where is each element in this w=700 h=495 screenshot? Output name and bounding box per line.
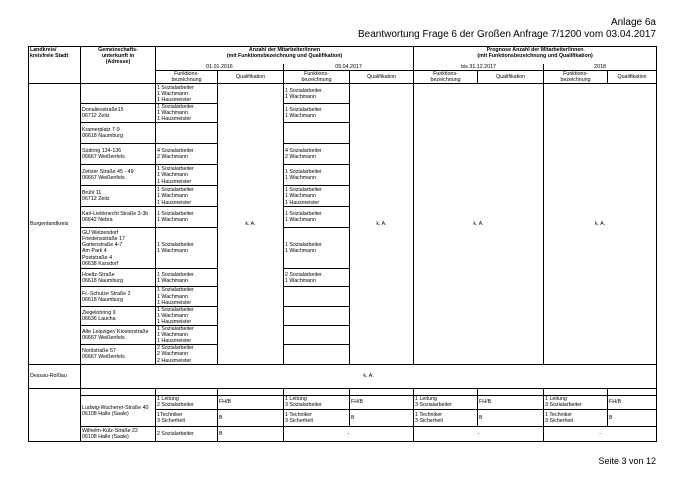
address-cell: Brühl 11 06712 Zeitz xyxy=(81,186,156,207)
qualification-cell: B xyxy=(218,426,284,441)
qualification-cell: FH/B xyxy=(608,395,657,409)
address-cell: Donaliesstraße15 06712 Zeitz xyxy=(81,104,156,123)
function-cell: 1 Sozialarbeiter 1 Wachmann xyxy=(284,228,350,269)
header-function: Funktions- bezeichnung xyxy=(544,71,608,84)
header-district: Landkreis/ kreisfreie Stadt xyxy=(29,47,81,84)
header-date-end-2017: bis 31.12.2017 xyxy=(414,64,544,71)
function-cell: 1 Sozialarbeiter 1 Wachmann 1 Hausmeister xyxy=(156,306,218,325)
header-qualification: Qualifikation xyxy=(608,71,657,84)
header-date-2018: 2018 xyxy=(544,64,657,71)
header-qualification: Qualifikation xyxy=(218,71,284,84)
annex-label: Anlage 6a xyxy=(610,17,656,28)
address-cell: Kramerplatz 7-9 06618 Naumburg xyxy=(81,123,156,144)
function-cell: 1 Sozialarbeiter 1 Wachmann xyxy=(156,228,218,269)
function-cell: 1 Techniker 3 Sicherheit xyxy=(414,409,478,426)
function-cell: 1Techniker 3 Sicherheit xyxy=(156,409,218,426)
header-staff-current: Anzahl der Mitarbeiter/innen (mit Funktionsbezeichnung und Qualifikation) xyxy=(156,47,414,64)
function-cell: 1 Sozialarbeiter 1 Wachmann xyxy=(284,207,350,228)
header-function: Funktions- bezeichnung xyxy=(414,71,478,84)
qualification-cell: FH/B xyxy=(350,395,414,409)
function-cell: 2 Sozialarbeiter 2 Wachmann 2 Hausmeister xyxy=(156,345,218,364)
function-cell: 1 Sozialarbeiter 1 Wachmann 1 Hausmeister xyxy=(284,186,350,207)
function-cell: 1 Leitung 3 Sozialarbeiter xyxy=(284,395,350,409)
address-cell: Ziegelohring 9 06636 Laucha xyxy=(81,306,156,325)
address-cell: GU Wetzendorf Friedensstraße 17 Gartenstraße 4-7 Am Park 4 Poststraße 4 06638 Karsdorf xyxy=(81,228,156,269)
staff-table xyxy=(28,46,657,442)
header-function: Funktions- bezeichnung xyxy=(156,71,218,84)
table-row xyxy=(29,395,657,409)
dash-cell: - xyxy=(284,426,414,441)
address-cell: Wilhelm-Külz-Straße 22 06108 Halle (Saale) xyxy=(81,426,156,441)
function-cell: 1 Techniker 3 Sicherheit xyxy=(284,409,350,426)
qualification-cell: FH/B xyxy=(218,395,284,409)
header-date-2017: 05.04.2017 xyxy=(284,64,414,71)
function-cell: 4 Sozialarbeiter 2 Wachmann xyxy=(284,144,350,165)
qualification-cell: FH/B xyxy=(478,395,544,409)
function-cell: 1 Sozialarbeiter 1 Wachmann 1 Hausmeister xyxy=(156,104,218,123)
qualification-cell: B xyxy=(608,409,657,426)
address-cell: Ludwig-Wucherer-Straße 40 06108 Halle (Saale) xyxy=(81,395,156,426)
qualification-ka: k. A. xyxy=(350,84,414,364)
function-cell: 1 Sozialarbeiter 1 Wachmann 1 Hausmeister xyxy=(156,165,218,186)
function-cell: 1 Sozialarbeiter 1 Wachmann xyxy=(156,207,218,228)
address-cell: Südring 134-136 06667 Weißenfels xyxy=(81,144,156,165)
function-cell: 1 Leitung 3 Sozialarbeiter xyxy=(544,395,608,409)
forecast-ka-2018: k. A. xyxy=(544,84,657,364)
function-cell: 1 Leitung 2 Sozialarbeiter xyxy=(156,395,218,409)
header-staff-forecast: Prognose Anzahl der Mitarbeiter/innen (mit Funktionsbezeichnung und Qualifikation) xyxy=(414,47,657,64)
address-cell: Zeitzer Straße 45 - 49 06667 Weißenfels xyxy=(81,165,156,186)
district-burgenland: Burgenlandkreis xyxy=(29,84,81,364)
function-cell: 2 Sozialarbeiter xyxy=(156,426,218,441)
function-cell: 1 Sozialarbeiter 1 Wachmann 1 Hausmeister xyxy=(156,186,218,207)
function-cell: 1 Sozialarbeiter 1 Wachmann 1 Hausmeister xyxy=(156,326,218,345)
dash-cell: - xyxy=(414,426,544,441)
forecast-ka-2017: k. A. xyxy=(414,84,544,364)
function-cell: 4 Sozialarbeiter 2 Wachmann xyxy=(156,144,218,165)
address-cell: Fr.-Schulze Straße 2 06618 Naumburg xyxy=(81,287,156,306)
function-cell: 1 Sozialarbeiter 1 Wachmann xyxy=(284,104,350,123)
header-accommodation: Gemeinschafts- unterkunft in (Adresse) xyxy=(81,47,156,84)
district-dessau: Dessau-Roßlau xyxy=(29,364,81,388)
address-cell: Hoeltz-Straße 06618 Naumburg xyxy=(81,269,156,287)
dessau-ka: k. A. xyxy=(81,364,657,388)
header-qualification: Qualifikation xyxy=(350,71,414,84)
table-row xyxy=(29,84,657,104)
table-row xyxy=(29,364,657,388)
page-number: Seite 3 von 12 xyxy=(598,456,656,466)
qualification-cell: B xyxy=(218,409,284,426)
header-qualification: Qualifikation xyxy=(478,71,544,84)
function-cell: 1 Leitung 3 Sozialarbeiter xyxy=(414,395,478,409)
function-cell: 1 Sozialarbeiter 1 Wachmann 1 Hausmeister xyxy=(156,287,218,306)
header-date-2016: 01.01.2016 xyxy=(156,64,284,71)
function-cell: 2 Sozialarbeiter 1 Wachmann xyxy=(284,269,350,287)
function-cell: 1 Techniker 3 Sicherheit xyxy=(544,409,608,426)
qualification-ka: k. A. xyxy=(218,84,284,364)
header-function: Funktions- bezeichnung xyxy=(284,71,350,84)
dash-cell: - xyxy=(544,426,657,441)
function-cell: 1 Sozialarbeiter 1 Wachmann xyxy=(156,269,218,287)
function-cell: 1 Sozialarbeiter 1 Wachmann xyxy=(284,84,350,104)
address-cell: Nordstraße 57 06667 Weißenfels xyxy=(81,345,156,364)
qualification-cell: B xyxy=(478,409,544,426)
address-cell: Alte Leipziger/ Klosterstraße 06667 Weißenfels xyxy=(81,326,156,345)
function-cell: 1 Sozialarbeiter 1 Wachmann 1 Hausmeister xyxy=(156,84,218,104)
qualification-cell: B xyxy=(350,409,414,426)
address-cell: Karl-Liebknecht Straße 3-3b 06642 Nebra xyxy=(81,207,156,228)
document-subtitle: Beantwortung Frage 6 der Großen Anfrage 7/1200 vom 03.04.2017 xyxy=(358,29,656,40)
function-cell: 1 Sozialarbeiter 1 Wachmann xyxy=(284,165,350,186)
table-row xyxy=(29,426,657,441)
